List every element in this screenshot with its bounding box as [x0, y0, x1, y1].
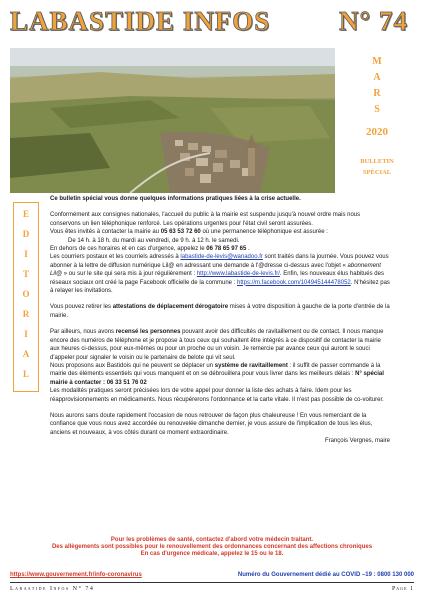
paragraph-modalites: Les modalités pratiques seront précisées lors de votre appel pour donner la liste des achats à faire. Idem pour les réapprovisionnements en médicaments. Nous récupérerons l'ordonnance et la carte vitale. Il n'est pas possible de co-voiturer. [50, 388, 384, 403]
text: pouvant avoir des difficultés de ravitaillement ou de contact. Il nous manque encore des numéros de téléphone et je propose à tous ceux qui souhaitent être intégrés à ce dispositif de contacter la mairie aux heures ci-dessus, pour eux-mêmes ou pour un proche ou un voisin. Je remercie par avance ceux qui auront le souci d'appeler pour signaler le voisin ou le partenaire de belote qui vit seul. [50, 329, 384, 361]
issue-number: N° 74 [338, 6, 408, 36]
month-letter: S [374, 104, 380, 115]
issue-side-panel [338, 48, 416, 193]
text: : il suffit de passer commande à la mairie des éléments essentiels qui vous manquent et on se débrouillera pour vous livrer dans les meilleurs délais : [50, 362, 381, 378]
editorial-letter: O [22, 289, 30, 299]
text: Nous proposons aux Bastidois qui ne peuvent se déplacer un [50, 362, 215, 369]
paragraph-contact [50, 228, 390, 236]
subject-text: abonnement Lil@ [50, 262, 381, 278]
editorial-letter: L [22, 369, 29, 379]
text: sont traités dans la journée. Vous pouvez vous abonner à la lettre de diffusion numérique Lil@ en adressant une demande à l'@dresse ci-dessus avec l'objet « [50, 254, 389, 269]
month-letter: R [373, 88, 381, 99]
text: Vous êtes invités à contacter la mairie au [50, 229, 161, 236]
newsletter-title: LABASTIDE INFOS [10, 6, 271, 36]
editorial-label-box [13, 202, 39, 392]
editorial-letter: I [24, 249, 28, 259]
village-illustration [10, 48, 335, 193]
coronavirus-info-link[interactable]: https://www.gouvernement.fr/info-coronavirus [10, 572, 142, 578]
facebook-link[interactable]: https://m.facebook.com/104945144478052 [237, 279, 351, 286]
signature: François Vergnes, maire [324, 438, 390, 445]
urgence-phone: 06 78 65 97 65 [206, 246, 247, 253]
ravitaillement-bold: système de ravitaillement [214, 362, 288, 369]
paragraph-ravitaillement [50, 362, 390, 387]
footer-publication: Labastide Infos N° 74 [10, 586, 95, 592]
paragraph-accueil: Conformément aux consignes nationales, l'accueil du public à la mairie est suspendu jusqu'à nouvel ordre mais nous conservons un lien téléphonique renforcé. Les opérations urgentes pour l'état civil seront assurées. [50, 212, 361, 227]
paragraph-attestations [50, 303, 390, 320]
text: mises à votre disposition à gauche de la porte d'entrée de la mairie. [50, 304, 390, 319]
bulletin-label [338, 156, 416, 178]
text: . Enfin, les nouveaux élus habitués des réseaux sociaux ont créé la page Facebook officielle de la commune : [50, 271, 384, 286]
text: . N'hésitez pas à relayer les invitations. [50, 279, 390, 295]
mairie-email-link[interactable]: labastide-de-levis@wanadoo.fr [180, 254, 263, 261]
editorial-letter: T [22, 269, 29, 279]
text: En dehors de ces horaires et en cas d'urgence, appelez le [50, 246, 207, 253]
intro-text: Ce bulletin spécial vous donne quelques informations pratiques liées à la crise actuelle. [50, 196, 301, 202]
page-number: Page 1 [391, 586, 414, 592]
text: » ou sur le site qui sera mis à jour régulièrement : [62, 271, 197, 278]
recensement-bold: recensé les personnes [115, 329, 181, 336]
editorial-letter: R [22, 309, 30, 319]
editorial-letter: E [22, 209, 29, 219]
editorial-body [50, 195, 390, 446]
paragraph-courriers [50, 253, 390, 295]
issue-year: 2020 [366, 126, 388, 138]
text: Les courriers postaux et les courriels adressés à [50, 254, 181, 261]
bulletin-word: BULLETIN [360, 158, 394, 165]
masthead [10, 6, 416, 46]
covid-hotline: Numéro du Gouvernement dédié au COVID –19 : 0800 130 000 [237, 572, 414, 578]
editorial-letter: I [24, 329, 28, 339]
text: Par ailleurs, nous avons [50, 329, 116, 336]
notice-line: Pour les problèmes de santé, contactez d'abord votre médecin traitant. [110, 537, 314, 543]
notice-line: Des allègements sont possibles pour le renouvellement des ordonnances concernant des affections chroniques [51, 544, 373, 551]
attestations-bold: attestations de déplacement dérogatoire [112, 304, 229, 311]
paragraph-urgence [50, 245, 390, 253]
health-notice [0, 537, 424, 559]
editorial-letter: A [22, 349, 30, 359]
text: Vous pouvez retirer les [50, 304, 113, 311]
website-link[interactable]: http://www.labastide-de-levis.fr/ [196, 271, 280, 278]
editorial-letter: D [22, 229, 30, 239]
special-phone: N° spécial mairie à contacter : 06 33 51 76 02 [50, 371, 384, 386]
aerial-village-photo [10, 48, 335, 193]
opening-hours: De 14 h. à 18 h. du mardi au vendredi, de 9 h. à 12 h. le samedi. [68, 237, 240, 244]
month-letter: M [372, 56, 382, 67]
mairie-phone: 05 63 53 72 60 [160, 229, 201, 236]
text: où une permanence téléphonique est assurée : [200, 229, 328, 236]
special-word: SPÉCIAL [362, 169, 392, 176]
month-letter: A [373, 72, 381, 83]
paragraph-recensement [50, 328, 390, 362]
notice-line: En cas d'urgence médicale, appelez le 15 ou le 18. [140, 551, 284, 558]
paragraph-conclusion: Nous aurons sans doute rapidement l'occasion de nous retrouver de façon plus chaleureuse ! En vous remerciant de la confiance que vous nous avez accordée ou renouvelée dimanche dernier, je vous assure de l'implication de tous les élus, anciens et nouveaux, à vos côtés durant ce moment extraordinaire. [50, 412, 373, 436]
footer-divider [10, 582, 414, 583]
text: . [246, 246, 250, 253]
